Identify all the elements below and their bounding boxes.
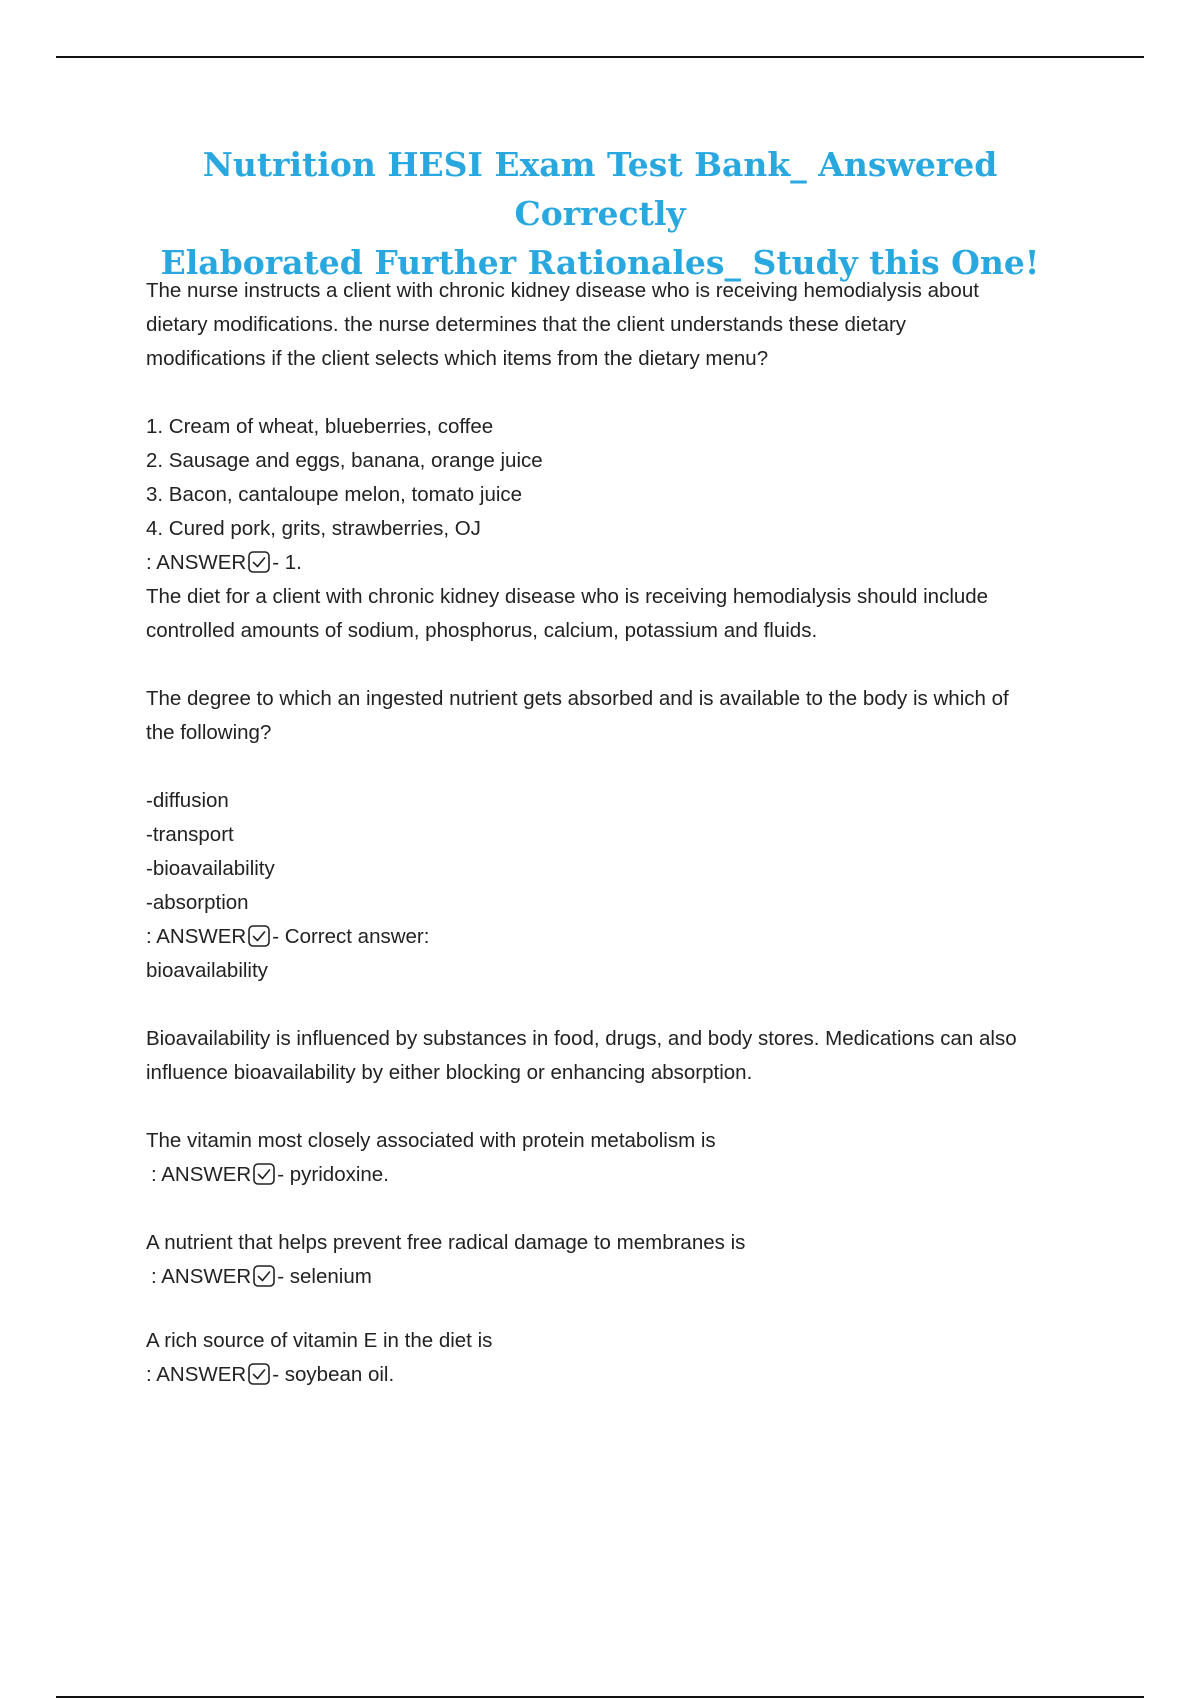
answer-prefix: : ANSWER <box>151 1265 252 1288</box>
document-title <box>120 140 1080 287</box>
answer-line <box>146 546 1096 580</box>
question-stem-line: dietary modifications. the nurse determines that the client understands these dietary <box>146 313 907 336</box>
document-body <box>146 274 1096 1392</box>
answer-prefix: : ANSWER <box>151 1163 252 1186</box>
answer-text: - 1. <box>272 551 302 574</box>
header-rule <box>56 56 1144 58</box>
answer-option: 1. Cream of wheat, blueberries, coffee <box>146 415 494 438</box>
answer-line <box>146 1260 1096 1294</box>
rationale-line: controlled amounts of sodium, phosphorus, calcium, potassium and fluids. <box>146 619 818 642</box>
answer-continuation: bioavailability <box>146 959 268 982</box>
answer-line <box>146 920 1096 954</box>
answer-option: 3. Bacon, cantaloupe melon, tomato juice <box>146 483 523 506</box>
question-stem-line: the following? <box>146 721 272 744</box>
question-stem-line: modifications if the client selects which items from the dietary menu? <box>146 347 769 370</box>
checkbox-checked-icon <box>247 1362 271 1386</box>
rationale-line: Bioavailability is influenced by substances in food, drugs, and body stores. Medications can also <box>146 1027 1017 1050</box>
answer-option: -absorption <box>146 891 249 914</box>
footer-rule <box>56 1696 1144 1698</box>
answer-option: -transport <box>146 823 234 846</box>
question-4 <box>146 1226 1096 1294</box>
checkbox-checked-icon <box>247 924 271 948</box>
answer-option: 4. Cured pork, grits, strawberries, OJ <box>146 517 481 540</box>
answer-option: -bioavailability <box>146 857 275 880</box>
checkbox-checked-icon <box>252 1264 276 1288</box>
question-3 <box>146 1124 1096 1192</box>
answer-prefix: : ANSWER <box>146 925 247 948</box>
answer-prefix: : ANSWER <box>146 1363 247 1386</box>
checkbox-checked-icon <box>247 550 271 574</box>
answer-option: 2. Sausage and eggs, banana, orange juice <box>146 449 543 472</box>
question-stem-line: The degree to which an ingested nutrient gets absorbed and is available to the body is which of <box>146 687 1009 710</box>
question-stem-line: The vitamin most closely associated with protein metabolism is <box>146 1129 716 1152</box>
question-stem-line: A nutrient that helps prevent free radical damage to membranes is <box>146 1231 746 1254</box>
answer-text: - Correct answer: <box>272 925 430 948</box>
checkbox-checked-icon <box>252 1162 276 1186</box>
question-5 <box>146 1324 1096 1392</box>
answer-line <box>146 1358 1096 1392</box>
answer-prefix: : ANSWER <box>146 551 247 574</box>
answer-text: - soybean oil. <box>272 1363 395 1386</box>
rationale-line: The diet for a client with chronic kidney disease who is receiving hemodialysis should include <box>146 585 989 608</box>
rationale-line: influence bioavailability by either blocking or enhancing absorption. <box>146 1061 753 1084</box>
answer-option: -diffusion <box>146 789 229 812</box>
answer-line <box>146 1158 1096 1192</box>
title-line-1: Nutrition HESI Exam Test Bank_ Answered Correctly <box>202 145 998 233</box>
title-line-2: Elaborated Further Rationales_ Study this One! <box>160 243 1040 282</box>
answer-text: - selenium <box>277 1265 372 1288</box>
question-stem-line: A rich source of vitamin E in the diet is <box>146 1329 493 1352</box>
question-1 <box>146 274 1096 648</box>
answer-text: - pyridoxine. <box>277 1163 389 1186</box>
question-stem-line: The nurse instructs a client with chronic kidney disease who is receiving hemodialysis about <box>146 279 979 302</box>
question-2 <box>146 682 1096 1090</box>
